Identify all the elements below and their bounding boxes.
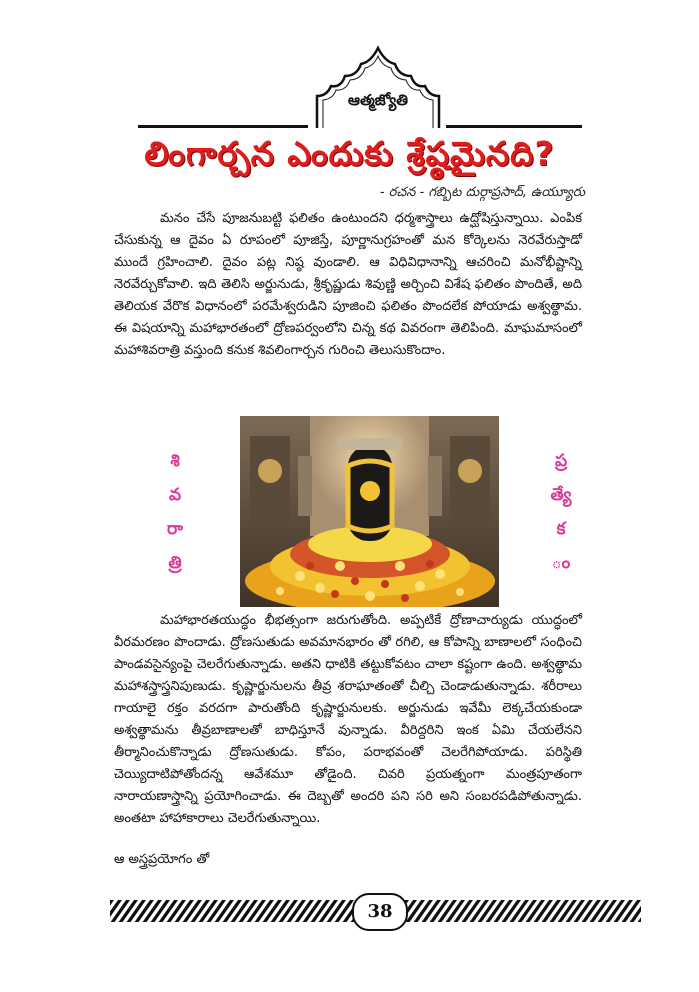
header-rule-left — [138, 125, 308, 128]
side-char: త్యే — [550, 485, 572, 505]
side-char: ం — [551, 553, 571, 573]
footer-hatch-left — [110, 900, 354, 922]
paragraph-intro: మనం చేసే పూజనుబట్టి ఫలితం ఉంటుందని ధర్మశాస్త్రాలు ఉద్ఘోషిస్తున్నాయి. ఎంపిక చేసుకున్న ఆ దైవం ఏ రూపంలో పూజిస్తే, పూర్ణానుగ్రహంతో మన కోర్కెలను నెరవేరుస్తాడో ముందే గ్రహించాలి. దైవం పట్ల నిష్ఠ వుండాలి. ఆ విధివిధానాన్ని ఆచరించి మనోభీష్టాన్ని నెరవేర్చుకోవాలి. ఇది తెలిసి అర్జునుడు, శ్రీకృష్ణుడు శివుణ్ణి అర్చించి విశేష ఫలితం పొందితే, అది తెలియక వేరొక విధానంలో పరమేశ్వరుడిని పూజించి ఫలితం పొందలేక పోయాడు అశ్వత్థామ. ఈ విషయాన్ని మహాభారతంలో ద్రోణపర్వంలోని చిన్న కథ వివరంగా తెలిపింది. మాఘమాసంలో మహాశివరాత్రి వస్తుంది కనుక శివలింగార్చన గురించి తెలుసుకొందాం. — [114, 211, 582, 358]
footer-hatch-right — [405, 900, 641, 922]
shivalinga-photo — [240, 416, 499, 607]
side-char: రా — [167, 519, 183, 539]
header-rule-right — [446, 125, 582, 128]
header-emblem — [305, 44, 451, 130]
side-char: వ — [168, 485, 182, 505]
article-author: - రచన - గబ్బిట దుర్గాప్రసాద్, ఉయ్యూరు — [379, 185, 585, 200]
emblem-frame-icon — [305, 44, 451, 130]
side-char: ప్ర — [554, 451, 568, 471]
side-char: త్రి — [168, 553, 182, 573]
side-text-left — [160, 444, 190, 580]
side-text-right — [546, 444, 576, 580]
page-number: 38 — [352, 893, 408, 931]
temple-image — [240, 416, 499, 607]
paragraph-story: మహాభారతయుద్ధం భీభత్సంగా జరుగుతోంది. అప్పటికే ద్రోణాచార్యుడు యుద్ధంలో వీరమరణం పొందాడు. ద్రోణసుతుడు అవమానభారం తో రగిలి, ఆ కోపాన్ని బాణాలలో సంధించి పాండవసైన్యంపై చెలరేగుతున్నాడు. అతని ధాటికి తట్టుకోవటం చాలా కష్టంగా ఉంది. అశ్వత్థామ మహాశస్త్రాస్త్రనిపుణుడు. కృష్ణార్జునులను తీవ్ర శరాఘాతంతో చీల్చి చెండాడుతున్నాడు. శరీరాలు గాయాలై రక్తం వరదగా పారుతోంది కృష్ణార్జునులకు. అర్జునుడు ఇవేమీ లెక్కచేయకుండా అశ్వత్థామను తీవ్రబాణాలతో బాధిస్తూనే వున్నాడు. వీరిద్దరిని ఇంక ఏమి చేయలేనని తీర్మానించుకొన్నాడు ద్రోణసుతుడు. కోపం, పరాభవంతో చెలరేగిపోయాడు. పరిస్థితి చెయ్యిదాటిపోతోందన్న ఆవేశమూ తోడైంది. చివరి ప్రయత్నంగా మంత్రపూతంగా నారాయణాస్త్రాన్ని ప్రయోగించాడు. ఈ దెబ్బతో అందరి పని సరి అని సంబరపడిపోతున్నాడు. అంతటా హాహాకారాలు చెలరేగుతున్నాయి. — [114, 613, 582, 826]
article-title: లింగార్చన ఎందుకు శ్రేష్ఠమైనది? — [144, 134, 555, 173]
emblem-label: ఆత్మజ్యోతి — [348, 91, 408, 109]
side-char: క — [556, 519, 566, 539]
side-char: శి — [170, 451, 180, 471]
paragraph-continuation: ఆ అస్త్రప్రయోగం తో — [114, 852, 210, 867]
